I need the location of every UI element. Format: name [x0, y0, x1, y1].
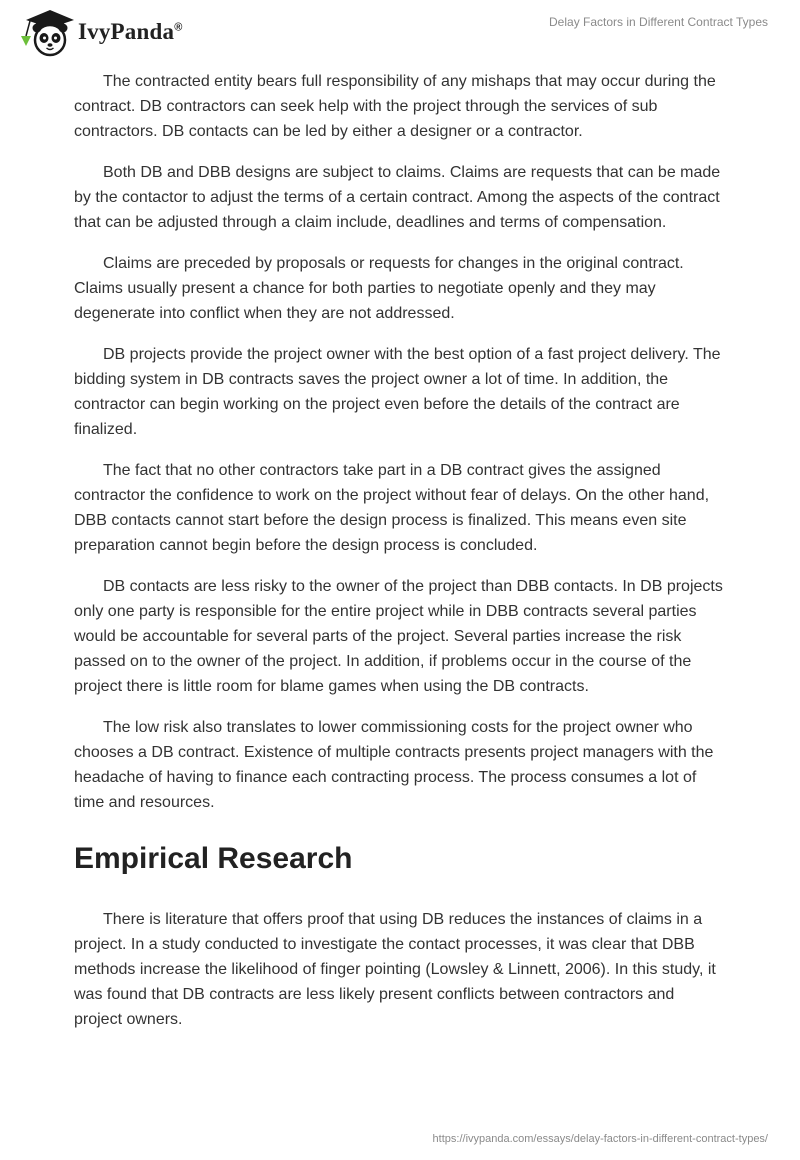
logo-wordmark	[78, 19, 183, 45]
paragraph: The low risk also translates to lower commissioning costs for the project owner who chooses a DB contract. Existence of multiple contracts presents project managers with the headache of having to finance each contracting process. The process consumes a lot of time and resources.	[74, 719, 714, 811]
essay-body	[74, 69, 726, 1048]
logo-registered-mark: ®	[174, 21, 183, 34]
page-header	[0, 0, 800, 62]
document-title: Delay Factors in Different Contract Types	[549, 15, 768, 29]
paragraph: There is literature that offers proof that using DB reduces the instances of claims in a project. In a study conducted to investigate the contact processes, it was clear that DBB methods increase the likelihood of finger pointing (Lowsley & Linnett, 2006). In this study, it was found that DB contracts are less likely present conflicts between contractors and project owners.	[74, 911, 716, 1028]
section-heading: Empirical Research	[74, 842, 353, 875]
logo-name: IvyPanda	[78, 19, 175, 44]
paragraph: The contracted entity bears full responsibility of any mishaps that may occur during the contract. DB contractors can seek help with the project through the services of sub contractors. DB contacts can be led by either a designer or a contractor.	[74, 73, 716, 140]
paragraph: Both DB and DBB designs are subject to claims. Claims are requests that can be made by the contactor to adjust the terms of a certain contract. Among the aspects of the contract that can be adjusted through a claim include, deadlines and terms of compensation.	[74, 164, 721, 231]
paragraph: The fact that no other contractors take part in a DB contract gives the assigned contractor the confidence to work on the project without fear of delays. On the other hand, DBB contacts cannot start before the design process is finalized. This means even site preparation cannot begin before the design process is concluded.	[74, 462, 710, 554]
paragraph: DB contacts are less risky to the owner of the project than DBB contacts. In DB projects only one party is responsible for the entire project while in DBB contracts several parties would be accountable for several parts of the project. Several parties increase the risk passed on to the owner of the project. In addition, if problems occur in the course of the project there is little room for blame games when using the DB contracts.	[74, 578, 723, 695]
paragraph: Claims are preceded by proposals or requests for changes in the original contract. Claims usually present a chance for both parties to negotiate openly and they may degenerate into conflict when they are not addressed.	[74, 255, 684, 322]
ivypanda-logo[interactable]	[16, 6, 183, 58]
paragraph: DB projects provide the project owner with the best option of a fast project delivery. The bidding system in DB contracts saves the project owner a lot of time. In addition, the contractor can begin working on the project even before the details of the contract are finalized.	[74, 346, 721, 438]
panda-graduate-icon	[16, 6, 74, 58]
source-url[interactable]: https://ivypanda.com/essays/delay-factors-in-different-contract-types/	[432, 1133, 768, 1145]
